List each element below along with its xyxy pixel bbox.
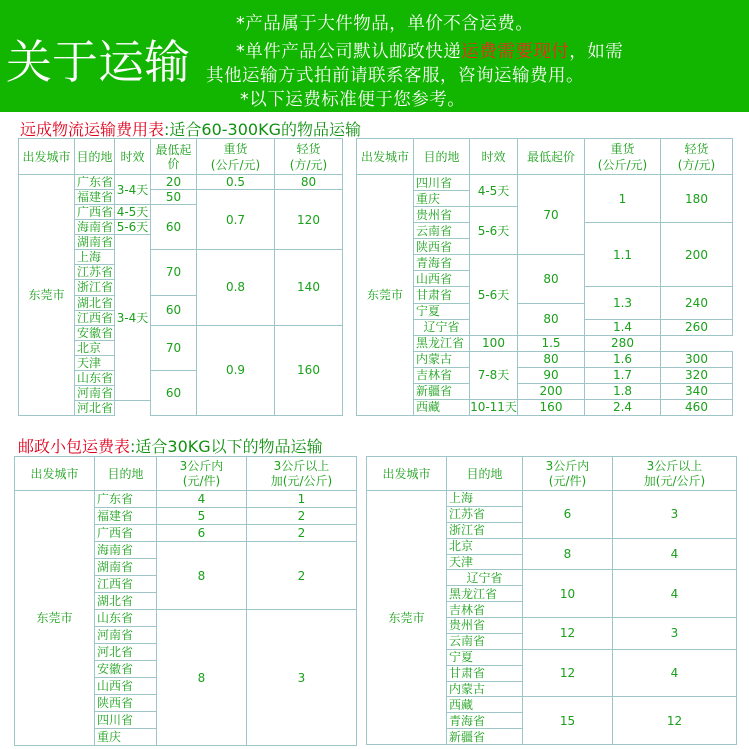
postal-section-title xyxy=(18,434,323,457)
light-cell: 140 xyxy=(275,250,343,325)
banner-line-4: *以下运费标准便于您参考。 xyxy=(240,90,466,110)
origin-cell: 东莞市 xyxy=(367,491,447,745)
dest-cell: 山西省 xyxy=(414,271,470,287)
col-origin: 出发城市 xyxy=(15,457,95,491)
col-light: 轻货 (方/元) xyxy=(275,139,343,175)
col-light: 轻货 (方/元) xyxy=(661,139,733,175)
banner-line-2-text: *单件产品公司默认邮政快递 xyxy=(236,42,462,62)
dest-cell: 宁夏 xyxy=(447,649,523,665)
min-cell: 80 xyxy=(518,351,585,367)
time-cell: 4-5天 xyxy=(470,175,518,207)
dest-cell: 河北省 xyxy=(95,644,157,661)
time-cell: 10-11天 xyxy=(470,400,517,415)
light-cell: 320 xyxy=(661,367,733,383)
heavy-cell: 0.8 xyxy=(197,250,275,325)
dest-cell: 湖北省 xyxy=(75,295,115,310)
dest-cell: 江苏省 xyxy=(75,265,115,280)
col-extra: 3公斤以上 加(元/公斤) xyxy=(613,457,737,491)
logistics-table-left xyxy=(18,138,343,416)
dest-cell: 北京 xyxy=(447,538,523,554)
dest-cell: 四川省 xyxy=(95,712,157,729)
banner-title: 关于运输 xyxy=(6,35,190,89)
dest-cell: 辽宁省 xyxy=(414,319,470,335)
min-cell: 90 xyxy=(518,367,585,383)
dest-cell: 黑龙江省 xyxy=(414,335,470,351)
dest-cell: 福建省 xyxy=(75,190,115,205)
dest-cell: 北京 xyxy=(75,340,115,355)
dest-cell: 山东省 xyxy=(75,370,115,385)
heavy-cell: 0.5 xyxy=(197,175,275,190)
light-cell: 260 xyxy=(661,319,733,335)
extra-cell: 3 xyxy=(613,618,737,650)
banner-line-2-tail: ，如需 xyxy=(569,42,624,62)
dest-cell: 吉林省 xyxy=(414,367,470,383)
dest-cell: 广西省 xyxy=(95,525,157,542)
dest-cell: 宁夏 xyxy=(414,303,470,319)
light-cell: 200 xyxy=(661,223,733,287)
col-dest: 目的地 xyxy=(447,457,523,491)
col-heavy: 重货 (公斤/元) xyxy=(197,139,275,175)
dest-cell: 陕西省 xyxy=(414,239,470,255)
dest-cell: 海南省 xyxy=(75,220,115,235)
extra-cell: 1 xyxy=(247,491,357,508)
extra-cell: 2 xyxy=(247,525,357,542)
col-dest: 目的地 xyxy=(95,457,157,491)
dest-cell: 内蒙古 xyxy=(414,351,470,367)
col-first: 3公斤内 (元/件) xyxy=(157,457,247,491)
dest-cell: 天津 xyxy=(75,355,115,370)
dest-cell: 河北省 xyxy=(75,400,115,415)
dest-cell: 青海省 xyxy=(414,255,470,271)
dest-cell: 贵州省 xyxy=(414,207,470,223)
dest-cell: 青海省 xyxy=(447,713,523,729)
origin-cell: 东莞市 xyxy=(357,175,414,416)
time-cell: 7-8天 xyxy=(470,351,518,399)
time-cell: 3-4天 xyxy=(115,175,151,205)
light-cell: 340 xyxy=(661,383,733,399)
min-cell: 60 xyxy=(151,370,197,415)
min-cell: 60 xyxy=(151,295,197,325)
origin-cell: 东莞市 xyxy=(15,491,95,746)
heavy-cell: 1.4 xyxy=(585,319,661,335)
dest-cell: 重庆 xyxy=(414,191,470,207)
first-cell: 6 xyxy=(523,491,613,539)
dest-cell: 内蒙古 xyxy=(447,681,523,697)
extra-cell: 4 xyxy=(613,649,737,697)
time-cell: 3-4天 xyxy=(115,235,151,401)
dest-cell: 湖南省 xyxy=(75,235,115,250)
postal-subtitle: :适合30KG以下的物品运输 xyxy=(130,437,323,456)
extra-cell: 2 xyxy=(247,542,357,610)
min-cell: 20 xyxy=(151,175,197,190)
banner-line-3: 其他运输方式拍前请联系客服，咨询运输费用。 xyxy=(206,66,584,86)
dest-cell: 山东省 xyxy=(95,610,157,627)
dest-cell: 辽宁省 xyxy=(447,570,523,586)
light-cell: 80 xyxy=(275,175,343,190)
extra-cell: 2 xyxy=(247,508,357,525)
heavy-cell: 1.5 xyxy=(518,335,585,351)
light-cell: 280 xyxy=(585,335,661,351)
dest-cell: 江西省 xyxy=(95,576,157,593)
dest-cell: 西藏 xyxy=(414,399,470,415)
min-cell: 160 xyxy=(518,399,585,415)
col-min: 最低起价 xyxy=(518,139,585,175)
dest-cell: 重庆 xyxy=(95,729,157,746)
dest-cell: 云南省 xyxy=(447,633,523,649)
dest-cell: 甘肃省 xyxy=(414,287,470,303)
dest-cell: 广东省 xyxy=(75,175,115,190)
first-cell: 15 xyxy=(523,697,613,745)
first-cell: 4 xyxy=(157,491,247,508)
col-time: 时效 xyxy=(115,139,151,175)
min-cell: 50 xyxy=(151,190,197,205)
time-cell: 5-6天 xyxy=(470,207,518,255)
min-cell: 80 xyxy=(518,303,585,335)
col-origin: 出发城市 xyxy=(19,139,75,175)
postal-title: 邮政小包运费表 xyxy=(18,437,131,456)
dest-cell: 河南省 xyxy=(95,627,157,644)
dest-cell: 上海 xyxy=(75,250,115,265)
dest-cell: 天津 xyxy=(447,554,523,570)
heavy-cell: 1 xyxy=(585,175,661,223)
dest-cell: 云南省 xyxy=(414,223,470,239)
col-origin: 出发城市 xyxy=(367,457,447,491)
extra-cell: 3 xyxy=(247,610,357,746)
dest-cell: 浙江省 xyxy=(75,280,115,295)
light-cell: 160 xyxy=(275,325,343,415)
dest-cell: 安徽省 xyxy=(75,325,115,340)
first-cell: 6 xyxy=(157,525,247,542)
extra-cell: 3 xyxy=(613,491,737,539)
heavy-cell: 0.7 xyxy=(197,190,275,250)
min-cell: 70 xyxy=(518,175,585,255)
dest-cell: 江西省 xyxy=(75,310,115,325)
dest-cell: 吉林省 xyxy=(447,602,523,618)
logistics-section-title xyxy=(20,117,361,140)
col-dest: 目的地 xyxy=(414,139,470,175)
heavy-cell: 0.9 xyxy=(197,325,275,415)
dest-cell: 河南省 xyxy=(75,385,115,400)
dest-cell: 广西省 xyxy=(75,205,115,220)
col-min: 最低起价 xyxy=(151,139,197,175)
dest-cell: 西藏 xyxy=(447,697,523,713)
heavy-cell: 1.8 xyxy=(585,383,661,399)
light-cell: 240 xyxy=(661,287,733,319)
min-cell: 80 xyxy=(518,255,585,303)
col-origin: 出发城市 xyxy=(357,139,414,175)
first-cell: 12 xyxy=(523,649,613,697)
first-cell: 8 xyxy=(157,542,247,610)
dest-cell: 上海 xyxy=(447,491,523,507)
dest-cell: 黑龙江省 xyxy=(447,586,523,602)
first-cell: 10 xyxy=(523,570,613,618)
col-extra: 3公斤以上 加(元/公斤) xyxy=(247,457,357,491)
first-cell: 8 xyxy=(157,610,247,746)
dest-cell: 广东省 xyxy=(95,491,157,508)
shipping-banner xyxy=(0,0,749,112)
dest-cell: 湖北省 xyxy=(95,593,157,610)
col-time: 时效 xyxy=(470,139,518,175)
first-cell: 12 xyxy=(523,618,613,650)
dest-cell: 江苏省 xyxy=(447,506,523,522)
min-cell: 200 xyxy=(518,383,585,399)
dest-cell: 四川省 xyxy=(414,175,470,191)
dest-cell: 贵州省 xyxy=(447,618,523,634)
prepay-notice: 运费需要现付 xyxy=(461,42,570,62)
logistics-table-right xyxy=(356,138,733,416)
min-cell: 100 xyxy=(470,335,518,351)
min-cell: 70 xyxy=(151,325,197,370)
heavy-cell: 1.3 xyxy=(585,287,661,319)
extra-cell: 12 xyxy=(613,697,737,745)
first-cell: 5 xyxy=(157,508,247,525)
postal-table-left xyxy=(14,456,357,746)
dest-cell: 海南省 xyxy=(95,542,157,559)
first-cell: 8 xyxy=(523,538,613,570)
dest-cell: 陕西省 xyxy=(95,695,157,712)
banner-line-2 xyxy=(236,40,623,64)
min-cell: 60 xyxy=(151,205,197,250)
light-cell: 120 xyxy=(275,190,343,250)
heavy-cell: 1.7 xyxy=(585,367,661,383)
col-first: 3公斤内 (元/件) xyxy=(523,457,613,491)
dest-cell: 山西省 xyxy=(95,678,157,695)
time-cell: 5-6天 xyxy=(470,255,518,335)
time-cell: 4-5天 xyxy=(115,205,151,220)
light-cell: 460 xyxy=(661,399,733,415)
light-cell: 180 xyxy=(661,175,733,223)
origin-cell: 东莞市 xyxy=(19,175,75,416)
banner-line-1: *产品属于大件物品，单价不含运费。 xyxy=(236,14,534,34)
min-cell: 70 xyxy=(151,250,197,295)
dest-cell: 湖南省 xyxy=(95,559,157,576)
heavy-cell: 1.1 xyxy=(585,223,661,287)
light-cell: 300 xyxy=(661,351,733,367)
postal-table-right xyxy=(366,456,737,745)
dest-cell: 福建省 xyxy=(95,508,157,525)
time-cell: 5-6天 xyxy=(115,220,151,235)
logistics-subtitle: :适合60-300KG的物品运输 xyxy=(164,120,361,139)
heavy-cell: 1.6 xyxy=(585,351,661,367)
logistics-title: 远成物流运输费用表 xyxy=(20,120,165,139)
dest-cell: 新疆省 xyxy=(414,383,470,399)
dest-cell: 浙江省 xyxy=(447,522,523,538)
heavy-cell: 2.4 xyxy=(585,399,661,415)
dest-cell: 新疆省 xyxy=(447,729,523,745)
col-dest: 目的地 xyxy=(75,139,115,175)
col-heavy: 重货 (公斤/元) xyxy=(585,139,661,175)
dest-cell: 甘肃省 xyxy=(447,665,523,681)
extra-cell: 4 xyxy=(613,570,737,618)
dest-cell: 安徽省 xyxy=(95,661,157,678)
extra-cell: 4 xyxy=(613,538,737,570)
